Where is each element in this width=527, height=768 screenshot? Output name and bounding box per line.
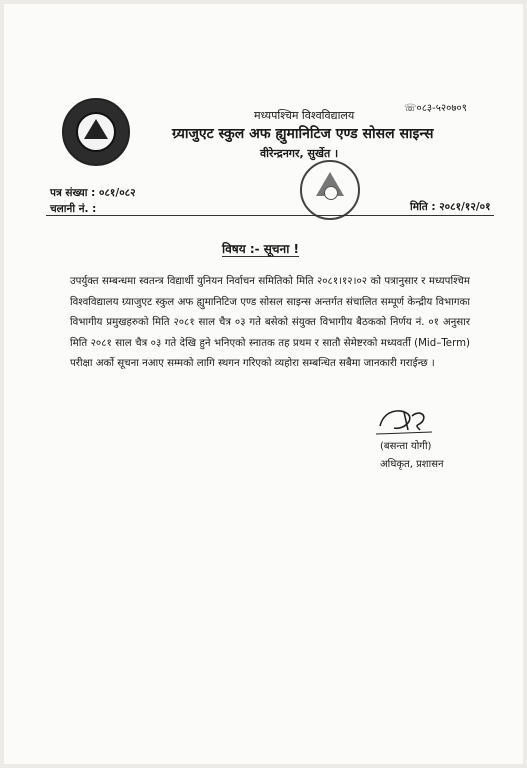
date-label: मिति : — [410, 201, 436, 213]
date-value: २०८१/१२/०१ — [439, 201, 491, 213]
official-stamp — [300, 160, 360, 220]
university-name: मध्यपश्चिम विश्वविद्यालय — [254, 109, 355, 122]
patra-label: पत्र संख्या : — [50, 187, 96, 199]
letter-date — [410, 200, 491, 214]
header-divider — [46, 215, 494, 216]
signature — [374, 404, 434, 438]
signatory-name: (बसन्ता योगी) — [380, 441, 432, 452]
subject-line — [222, 240, 299, 257]
chalani-number — [50, 202, 96, 216]
subject-text: विषय :- सूचना ! — [222, 242, 299, 256]
reference-number: ☏०८३-५२०७०९ — [404, 103, 467, 114]
patra-sankhya — [50, 186, 136, 200]
signatory-title: अधिकृत, प्रशासन — [380, 459, 444, 470]
notice-body: उपर्युक्त सम्बन्धमा स्वतन्त्र विद्यार्थी युनियन निर्वाचन समितिको मिति २०८१।१२।०२ को पत्रानुसार र मध्यपश्चिम विश्वविद्यालय ग्र्याजुएट स्कुल अफ ह्युमानिटिज एण्ड सोसल साइन्स अन्तर्गत संचालित सम्पूर्ण केन्द्रीय विभागका विभागीय प्रमुखहरुको मिति २०८१ साल चैत्र ०३ गते बसेको संयुक्त विभागीय बैठकको निर्णय नं. ०१ अनुसार मिति २०८१ साल चैत्र ०३ गते देखि हुने भनिएको स्नातक तह प्रथम र सातौ सेमेष्टरको मध्यवर्ती (Mid–Term) परीक्षा अर्को सूचना नआए सम्मको लागि स्थगन गरिएको व्यहोरा सम्बन्धित सबैमा जानकारी गराईन्छ । — [70, 276, 470, 369]
patra-value: ०८१/०८२ — [98, 187, 136, 199]
school-name: ग्र्याजुएट स्कुल अफ ह्युमानिटिज एण्ड सोसल साइन्स — [172, 126, 434, 142]
chalani-label: चलानी नं. : — [50, 203, 97, 215]
university-logo — [62, 98, 130, 166]
city-address: वीरेन्द्रनगर, सुर्खेत । — [260, 147, 339, 160]
